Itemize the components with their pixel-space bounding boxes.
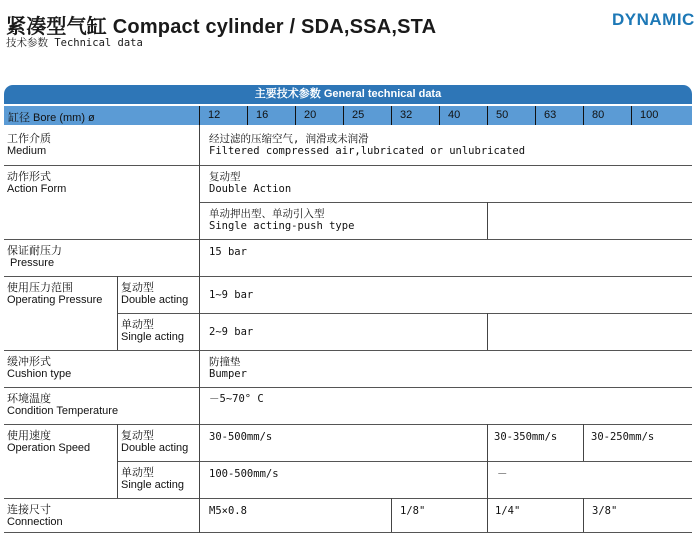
row-divider [199, 202, 692, 203]
sub-label-single-acting: 单动型 Single acting [121, 319, 184, 343]
bore-cell: 50 [487, 106, 535, 125]
dynamic-logo [612, 8, 695, 32]
value-speed-single-small: 100-500mm/s [209, 468, 279, 480]
value-connection-3-8: 3/8" [592, 505, 618, 517]
row-divider [4, 239, 692, 240]
value-speed-double-large: 30-250mm/s [591, 431, 655, 443]
bore-cell: 25 [343, 106, 391, 125]
value-operating-single: 2~9 bar [209, 326, 254, 338]
row-divider [117, 461, 692, 462]
value-connection-m5: M5×0.8 [209, 505, 247, 517]
bore-cell: 63 [535, 106, 583, 125]
value-medium: 经过滤的压缩空气, 润滑或未润滑 Filtered compressed air,lubricated or unlubricated [209, 133, 526, 157]
bore-cell: 12 [199, 106, 247, 125]
value-action-single: 单动押出型、单动引入型 Single acting-push type [209, 208, 355, 232]
sub-label-single-acting: 单动型 Single acting [121, 467, 184, 491]
value-speed-single-large: － [497, 468, 508, 480]
value-operating-double: 1~9 bar [209, 289, 254, 301]
value-proof-pressure: 15 bar [209, 246, 247, 258]
logo-text: DYNAMIC [612, 10, 695, 29]
row-divider [117, 313, 692, 314]
column-divider [117, 276, 118, 350]
row-label-medium: 工作介质 Medium [7, 133, 51, 157]
page-subtitle: 技术参数 Technical data [6, 37, 143, 49]
value-speed-double-small: 30-500mm/s [209, 431, 273, 443]
bore-header-row [4, 106, 692, 125]
value-speed-double-mid: 30-350mm/s [494, 431, 558, 443]
bore-cell: 40 [439, 106, 487, 125]
value-cushion: 防撞垫 Bumper [209, 356, 247, 380]
column-divider [487, 498, 488, 532]
sub-label-double-acting: 复动型 Double acting [121, 430, 189, 454]
column-divider [487, 313, 488, 350]
value-connection-1-4: 1/4" [495, 505, 521, 517]
bore-cell: 16 [247, 106, 295, 125]
column-divider [487, 424, 488, 498]
column-divider [487, 202, 488, 239]
row-label-proof-pressure: 保证耐压力 Pressure [7, 245, 62, 269]
bore-label: 缸径 Bore (mm) ø [8, 112, 95, 124]
row-label-connection: 连接尺寸 Connection [7, 504, 63, 528]
page-title: 紧凑型气缸 Compact cylinder / SDA,SSA,STA [6, 16, 437, 38]
column-divider [199, 125, 200, 533]
row-divider [4, 165, 692, 166]
bore-cell: 100 [631, 106, 692, 125]
bore-cell: 20 [295, 106, 343, 125]
technical-data-table [4, 85, 692, 533]
column-divider [583, 424, 584, 461]
value-temperature: －5~70° C [209, 393, 264, 405]
row-label-operation-speed: 使用速度 Operation Speed [7, 430, 91, 454]
column-divider [117, 424, 118, 498]
bore-cell: 32 [391, 106, 439, 125]
row-divider [4, 532, 692, 533]
row-label-temperature: 环境温度 Condition Temperature [7, 393, 119, 417]
table-banner: 主要技术参数 General technical data [4, 85, 692, 104]
column-divider [391, 498, 392, 532]
value-action-double: 复动型 Double Action [209, 171, 292, 195]
column-divider [583, 498, 584, 532]
row-divider [4, 387, 692, 388]
row-label-operating-pressure: 使用压力范围 Operating Pressure [7, 282, 103, 306]
row-label-cushion: 缓冲形式 Cushion type [7, 356, 72, 380]
row-divider [4, 350, 692, 351]
row-divider [4, 424, 692, 425]
value-connection-1-8: 1/8" [400, 505, 426, 517]
bore-cell: 80 [583, 106, 631, 125]
row-divider [4, 276, 692, 277]
row-divider [4, 498, 692, 499]
sub-label-double-acting: 复动型 Double acting [121, 282, 189, 306]
row-label-action-form: 动作形式 Action Form [7, 171, 67, 195]
